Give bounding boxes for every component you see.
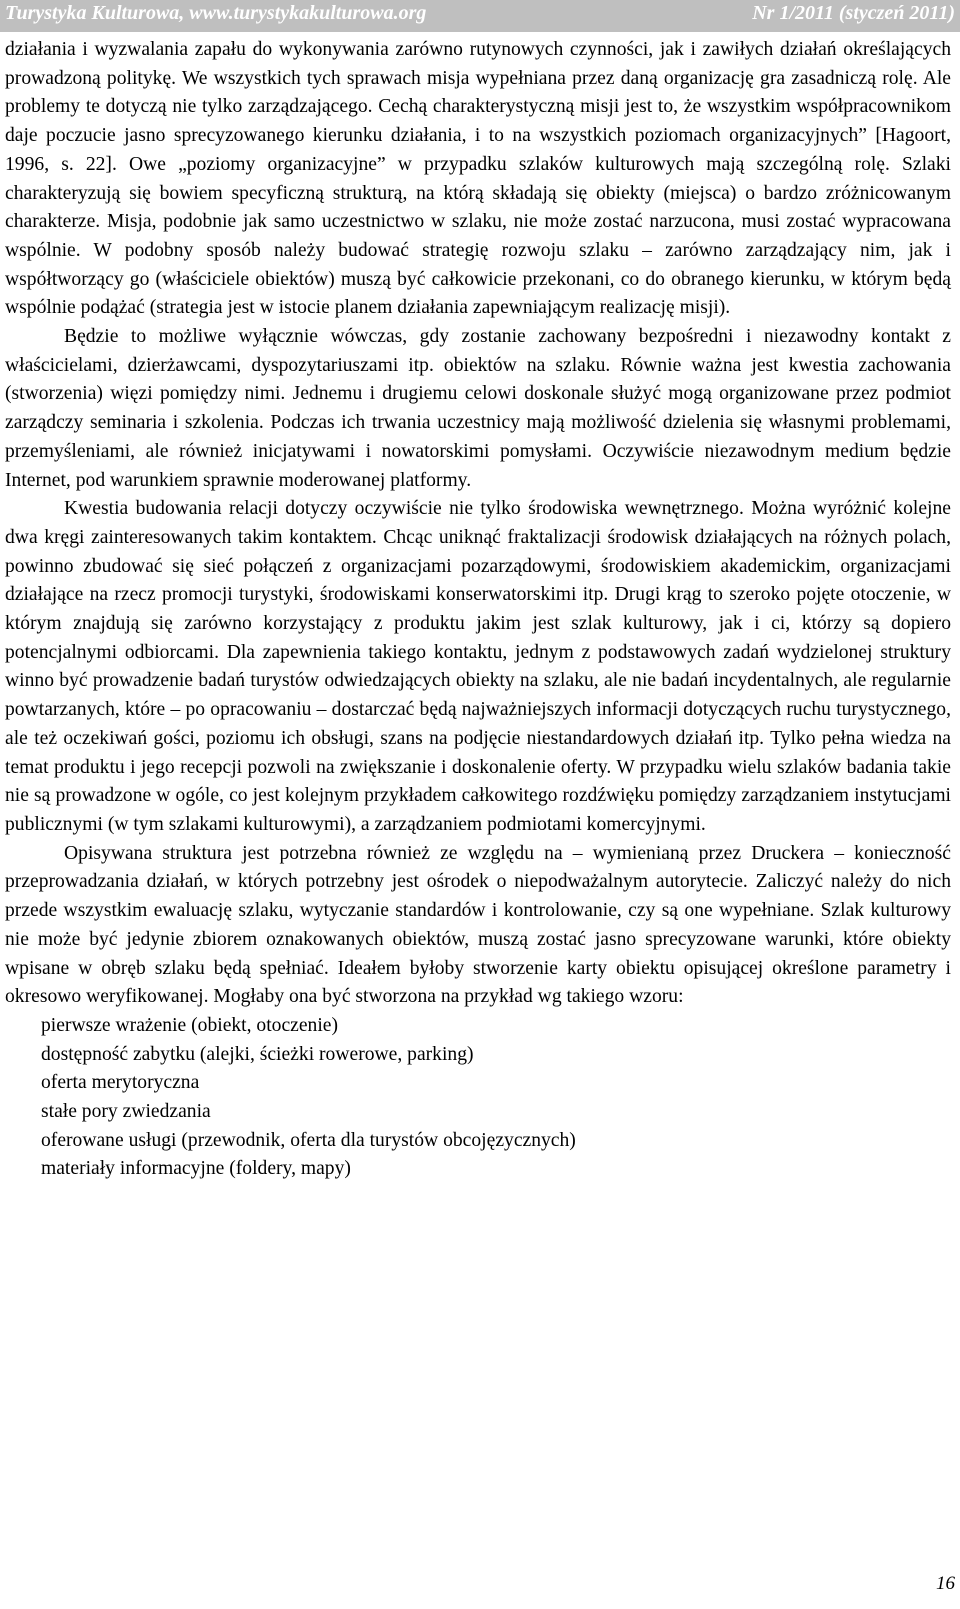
paragraph: działania i wyzwalania zapału do wykonywania zarówno rutynowych czynności, jak i zawiłych działań określających prowadzoną politykę. We wszystkich tych sprawach misja wypełniana przez daną organizację gra zasadniczą rolę. Ale problemy te dotyczą nie tylko zarządzającego. Cechą charakterystyczną misji jest to, że wszystkim współpracownikom daje poczucie jasno sprecyzowanego kierunku działania, i to na wszystkich poziomach organizacyjnych” [Hagoort, 1996, s. 22]. Owe „poziomy organizacyjne” w przypadku szlaków kulturowych mają szczególną rolę. Szlaki charakteryzują się bowiem specyficzną strukturą, na którą składają się obiekty (miejsca) o bardzo zróżnicowanym charakterze. Misja, podobnie jak samo uczestnictwo w szlaku, nie może zostać narzucona, musi zostać wypracowana wspólnie. W podobny sposób należy budować strategię rozwoju szlaku – zarówno zarządzający nim, jak i współtworzący go (właściciele obiektów) muszą być całkowicie przekonani, co do obranego kierunku, w którym będą wspólnie podążać (strategia jest w istocie planem działania zapewniającym realizację misji). (5, 39, 951, 319)
list-item: pierwsze wrażenie (obiekt, otoczenie) (41, 1014, 339, 1036)
list-item: oferowane usługi (przewodnik, oferta dla turystów obcojęzycznych) (41, 1129, 576, 1151)
list-item: dostępność zabytku (alejki, ścieżki rowerowe, parking) (41, 1043, 474, 1065)
paragraph: Kwestia budowania relacji dotyczy oczywiście nie tylko środowiska wewnętrznego. Można wyróżnić kolejne dwa kręgi zainteresowanych takim kontaktem. Chcąc uniknąć fraktalizacji środowisk działających na różnych polach, powinno zbudować się sieć połączeń z organizacjami pozarządowymi, środowiskiem akademickim, organizacjami działające na rzecz promocji turystyki, środowiskami konserwatorskimi itp. Drugi krąg to szeroko pojęte otoczenie, w którym znajdują się zarówno korzystający z produktu jakim jest szlak kulturowy, jak i ci, którzy są dopiero potencjalnymi odbiorcami. Dla zapewnienia takiego kontaktu, jednym z podstawowych zadań wydzielonej struktury winno być prowadzenie badań turystów odwiedzających obiekty na szlaku, ale nie badań incydentalnych, ale regularnie powtarzanych, które – po opracowaniu – dostarczać będą najważniejszych informacji dotyczących ruchu turystycznego, ale też oczekiwań gości, poziomu ich obsługi, szans na podjęcie niestandardowych działań itp. Tylko pełna wiedza na temat produktu i jego recepcji pozwoli na zwiększanie i doskonalenie oferty. W przypadku wielu szlaków badania takie nie są prowadzone w ogóle, co jest kolejnym przykładem całkowitego rozdźwięku pomiędzy zarządzaniem instytucjami publicznymi (w tym szlakami kulturowymi), a zarządzaniem podmiotami komercyjnymi. (5, 498, 951, 835)
paragraph: Opisywana struktura jest potrzebna również ze względu na – wymienianą przez Druckera – konieczność przeprowadzania działań, w których potrzebny jest ośrodek o niepodważalnym autorytecie. Zaliczyć należy do nich przede wszystkim ewaluację szlaku, wytyczanie standardów i kontrolowanie, czy są one wypełniane. Szlak kulturowy nie może być jedynie zbiorem oznakowanych obiektów, muszą zostać jasno sprecyzowane warunki, które obiekty wpisane w obręb szlaku będą spełniać. Ideałem byłoby stworzenie karty obiektu opisującej określone parametry i okresowo weryfikowanej. Mogłaby ona być stworzona na przykład wg takiego wzoru: (5, 842, 951, 1008)
list-item: stałe pory zwiedzania (41, 1101, 211, 1123)
list-item: oferta merytoryczna (41, 1072, 200, 1094)
page-number: 16 (936, 1573, 955, 1594)
paragraph: Będzie to możliwe wyłącznie wówczas, gdy zostanie zachowany bezpośredni i niezawodny kontakt z właścicielami, dzierżawcami, dyspozytariuszami itp. obiektów na szlaku. Równie ważna jest kwestia zachowania (stworzenia) więzi pomiędzy nimi. Jednemu i drugiemu celowi doskonale służyć mogą organizowane przez podmiot zarządczy seminaria i szkolenia. Podczas ich trwania uczestnicy mają możliwość dzielenia się własnymi problemami, przemyśleniami, ale również inicjatywami i nowatorskimi pomysłami. Oczywiście niezawodnym medium będzie Internet, pod warunkiem sprawnie moderowanej platformy. (5, 326, 951, 491)
list-item: materiały informacyjne (foldery, mapy) (41, 1158, 351, 1180)
criteria-list (5, 1012, 951, 1184)
journal-title: Turystyka Kulturowa, www.turystykakulturowa.org (5, 2, 427, 24)
issue-info: Nr 1/2011 (styczeń 2011) (752, 2, 955, 24)
page-header (0, 0, 960, 32)
article-body (5, 36, 951, 1184)
